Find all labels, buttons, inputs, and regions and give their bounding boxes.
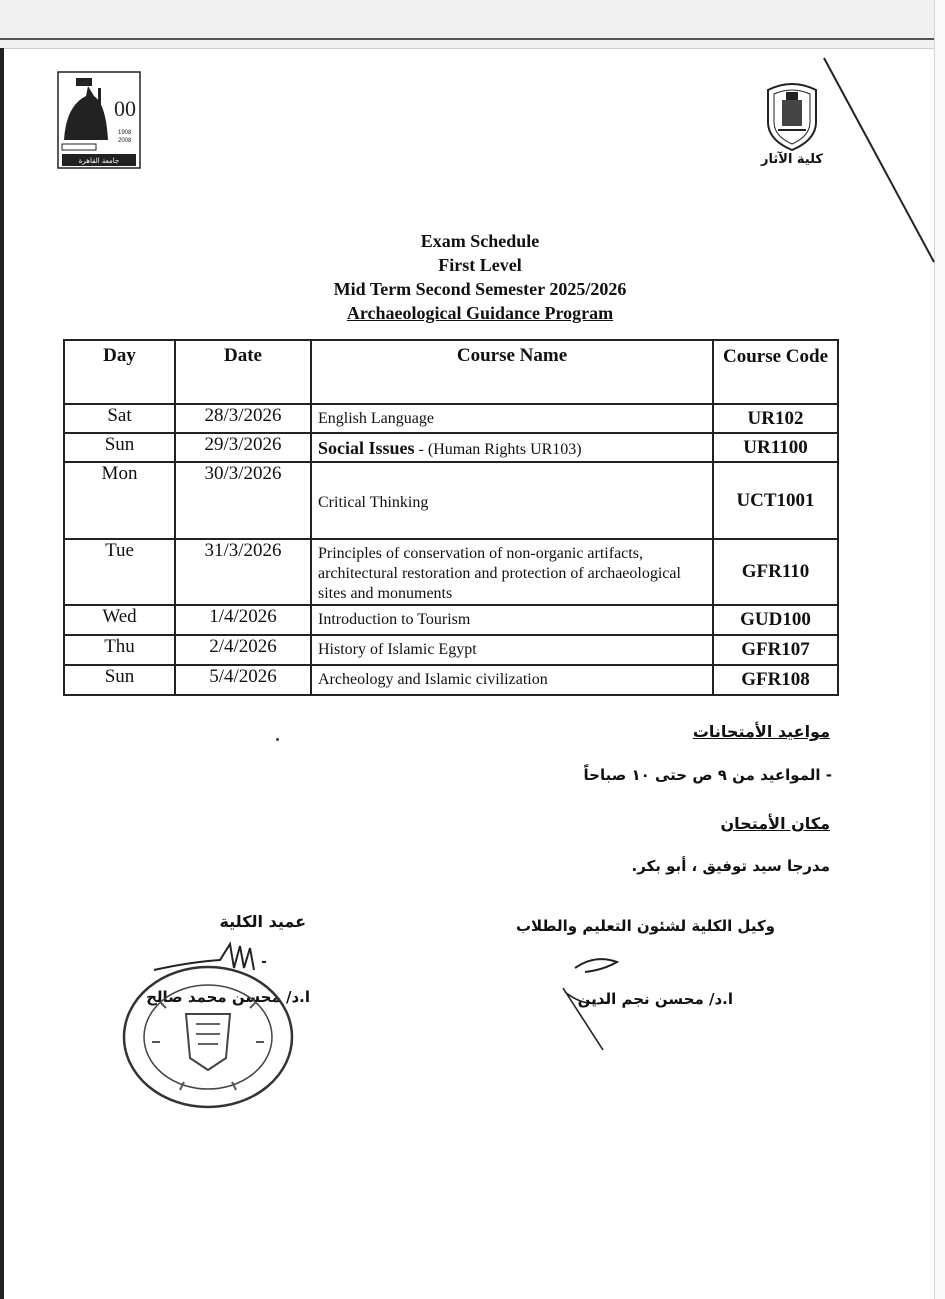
row-date: 30/3/2026 [175,462,311,539]
dean-title: عميد الكلية [219,912,306,931]
header-day: Day [64,340,175,404]
table-row [64,539,838,605]
logo-year-end: 2008 [118,138,132,144]
row-course [311,433,713,462]
header-program: Archaeological Guidance Program [346,303,614,323]
row-code: GFR110 [713,539,838,605]
row-course: English Language [311,404,713,433]
header-course-name: Course Name [311,340,713,404]
scan-speck [276,738,279,741]
row-date: 1/4/2026 [175,605,311,635]
table-header-row [64,340,838,404]
row-day: Sun [64,665,175,695]
row-course: Archeology and Islamic civilization [311,665,713,695]
row-code: UCT1001 [713,462,838,539]
row-day: Mon [64,462,175,539]
row-day: Tue [64,539,175,605]
row-date: 2/4/2026 [175,635,311,665]
exam-place-text: مدرجا سيد توفيق ، أبو بكر. [631,857,830,875]
row-date: 29/3/2026 [175,433,311,462]
header-term: Mid Term Second Semester 2025/2026 [333,279,627,299]
row-day: Wed [64,605,175,635]
dean-name: ا.د/ محسن محمد صالح [146,988,310,1006]
official-stamp [120,962,296,1112]
row-day: Sun [64,433,175,462]
row-code: GFR107 [713,635,838,665]
table-row [64,404,838,433]
vice-dean-name: ا.د/ محسن نجم الدين [577,990,733,1008]
header-course-code: Course Code [713,340,838,404]
header-date: Date [175,340,311,404]
faculty-name: كلية الآثار [761,152,823,167]
scan-top-strip [0,0,945,49]
exam-place-heading: مكان الأمتحان [720,814,830,833]
row-day: Thu [64,635,175,665]
row-course: Principles of conservation of non-organic artifacts, architectural restoration and protection of archaeological sites and monuments [311,539,713,605]
row-code: GFR108 [713,665,838,695]
row-code: GUD100 [713,605,838,635]
table-row [64,462,838,539]
logo-year-start: 1908 [118,130,132,136]
diagonal-pen-stroke [818,56,938,266]
table-row [64,433,838,462]
scan-left-edge [0,48,4,1299]
table-row [64,635,838,665]
cairo-university-logo [56,70,142,170]
row-date: 5/4/2026 [175,665,311,695]
row-date: 28/3/2026 [175,404,311,433]
row-course: History of Islamic Egypt [311,635,713,665]
vice-dean-title: وكيل الكلية لشئون التعليم والطلاب [515,917,775,935]
course-bold-part: Social Issues [318,438,415,458]
table-row [64,665,838,695]
table-row [64,605,838,635]
header-level: First Level [438,255,522,275]
faculty-emblem-logo [762,78,822,152]
exam-times-heading: مواعيد الأمتحانات [692,722,830,741]
row-day: Sat [64,404,175,433]
document-header [250,229,710,325]
scan-top-line [0,38,945,40]
svg-text:00: 00 [114,96,136,121]
header-title: Exam Schedule [420,231,540,251]
row-code: UR1100 [713,433,838,462]
row-code: UR102 [713,404,838,433]
row-date: 31/3/2026 [175,539,311,605]
logo-caption: جامعة القاهرة [78,157,120,165]
row-course: Introduction to Tourism [311,605,713,635]
exam-times-text: - المواعيد من ٩ ص حتى ١٠ صباحاً [583,766,832,784]
course-rest: - (Human Rights UR103) [418,441,582,458]
exam-schedule-table [63,339,839,696]
row-course: Critical Thinking [311,462,713,539]
